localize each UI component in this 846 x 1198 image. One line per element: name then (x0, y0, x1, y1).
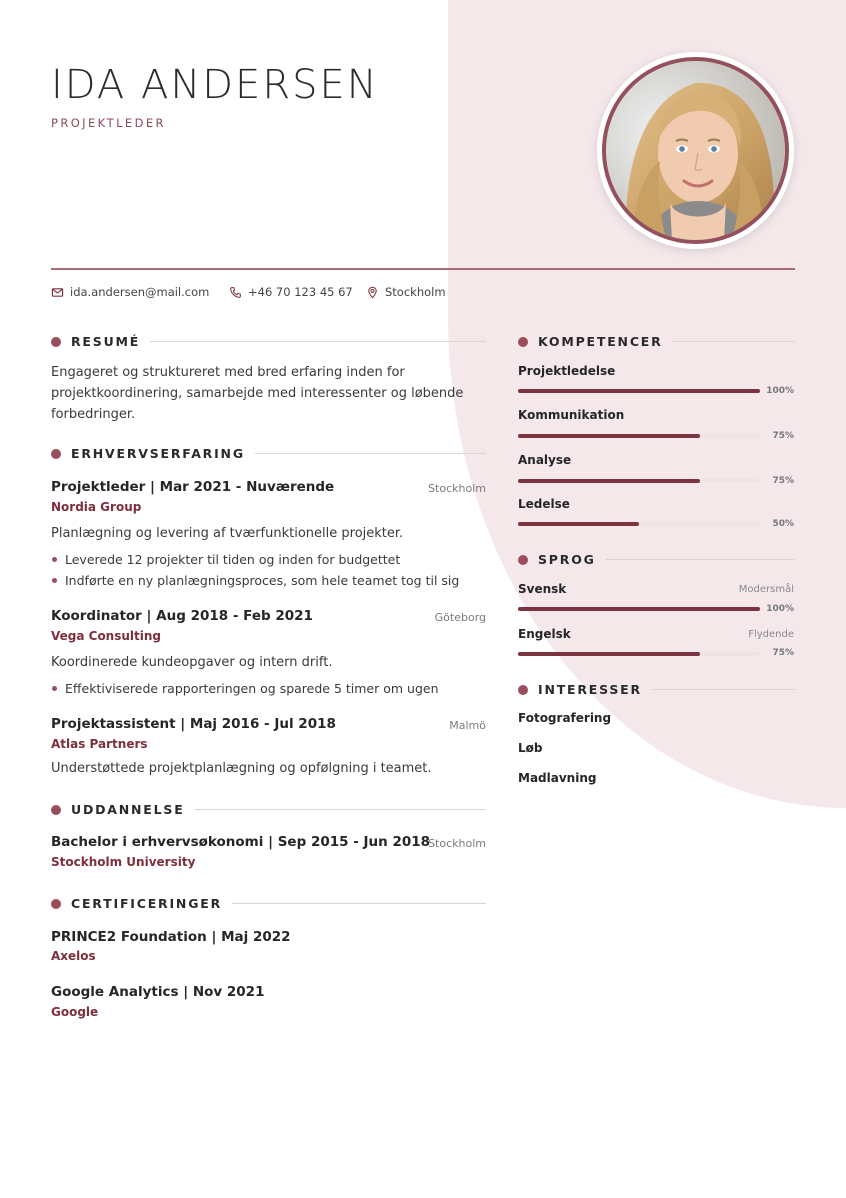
skill-2-name: Kommunikation (518, 408, 625, 422)
section-dot-icon (518, 555, 528, 565)
education-1-title: Bachelor i erhvervsøkonomi | Sep 2015 - Jun 2018 (51, 834, 431, 850)
certification-1-issuer: Axelos (51, 949, 96, 963)
skill-4-percent: 50% (772, 519, 794, 529)
section-header-languages (518, 552, 795, 567)
contact-phone-text: +46 70 123 45 67 (248, 285, 353, 299)
job-3-location: Malmö (449, 719, 486, 732)
section-dot-icon (518, 337, 528, 347)
language-1-name: Svensk (518, 582, 567, 596)
skill-1-name: Projektledelse (518, 364, 616, 378)
job-2-description: Koordinerede kundeopgaver og intern drift. (51, 655, 333, 670)
list-item: Effektiviserede rapporteringen og sparede 5 timer om ugen (51, 681, 439, 696)
candidate-name: IDA ANDERSEN (51, 62, 379, 108)
contact-email-text: ida.andersen@mail.com (70, 285, 210, 299)
skill-4-bar (518, 522, 760, 526)
portrait-image (606, 61, 785, 240)
skill-4-name: Ledelse (518, 497, 570, 511)
skill-3-percent: 75% (772, 476, 794, 486)
job-1-title: Projektleder | Mar 2021 - Nuværende (51, 479, 335, 495)
section-dot-icon (51, 449, 61, 459)
section-header-interests (518, 682, 795, 697)
section-label: KOMPETENCER (538, 334, 663, 349)
skill-1-bar (518, 389, 760, 393)
language-1-percent: 100% (766, 604, 794, 614)
section-label: CERTIFICERINGER (71, 896, 223, 911)
language-2-note: Flydende (748, 629, 794, 640)
education-1-school: Stockholm University (51, 855, 196, 869)
skill-2-percent: 75% (772, 431, 794, 441)
job-1-description: Planlægning og levering af tværfunktionelle projekter. (51, 526, 404, 541)
list-item: Indførte en ny planlægningsproces, som hele teamet tog til sig (51, 573, 459, 588)
section-label: INTERESSER (538, 682, 642, 697)
job-1-company: Nordia Group (51, 500, 142, 514)
language-2-percent: 75% (772, 648, 794, 658)
section-header-education (51, 802, 486, 817)
education-1-location: Stockholm (428, 837, 486, 850)
section-dot-icon (51, 337, 61, 347)
summary-text: Engageret og struktureret med bred erfaring inden for projektkoordinering, samarbejde med interessenter og løbende forbedringer. (51, 365, 464, 422)
skill-4-fill (518, 522, 639, 526)
skill-3-name: Analyse (518, 453, 572, 467)
list-item: Leverede 12 projekter til tiden og inden for budgettet (51, 552, 400, 567)
job-2-location: Göteborg (434, 611, 486, 624)
section-line (673, 341, 795, 342)
section-header-skills (518, 334, 795, 349)
language-2-fill (518, 652, 700, 656)
section-line (652, 689, 795, 690)
job-3-title: Projektassistent | Maj 2016 - Jul 2018 (51, 716, 336, 732)
section-label: RESUMÉ (71, 334, 141, 349)
language-1-fill (518, 607, 760, 611)
section-line (195, 809, 486, 810)
language-2-name: Engelsk (518, 627, 571, 641)
language-2-bar (518, 652, 760, 656)
profile-photo (602, 57, 789, 244)
skill-2-fill (518, 434, 700, 438)
skill-3-bar (518, 479, 760, 483)
job-2-company: Vega Consulting (51, 629, 162, 643)
language-1-note: Modersmål (738, 584, 794, 595)
job-3-description: Understøttede projektplanlægning og opfølgning i teamet. (51, 761, 432, 776)
certification-2-issuer: Google (51, 1005, 99, 1019)
phone-icon (229, 286, 242, 299)
bullet-icon (52, 686, 57, 691)
interest-item: Madlavning (518, 771, 597, 785)
contact-phone[interactable] (229, 285, 353, 299)
bullet-icon (52, 578, 57, 583)
section-line (232, 903, 486, 904)
interest-item: Løb (518, 741, 543, 755)
skill-3-fill (518, 479, 700, 483)
section-header-certifications (51, 896, 486, 911)
contact-email[interactable] (51, 285, 209, 299)
section-header-resume (51, 334, 486, 349)
bullet-icon (52, 557, 57, 562)
section-label: UDDANNELSE (71, 802, 185, 817)
job-1-location: Stockholm (428, 482, 486, 495)
section-header-experience (51, 446, 486, 461)
section-label: ERHVERVSERFARING (71, 446, 245, 461)
section-dot-icon (51, 805, 61, 815)
interest-item: Fotografering (518, 711, 612, 725)
language-1-bar (518, 607, 760, 611)
contact-location (366, 285, 446, 299)
skill-1-percent: 100% (766, 386, 794, 396)
section-line (606, 559, 795, 560)
section-label: SPROG (538, 552, 596, 567)
section-line (255, 453, 486, 454)
certification-2-title: Google Analytics | Nov 2021 (51, 984, 265, 1000)
location-pin-icon (366, 286, 379, 299)
contact-location-text: Stockholm (385, 285, 446, 299)
header-divider (51, 268, 795, 270)
section-dot-icon (51, 899, 61, 909)
section-dot-icon (518, 685, 528, 695)
job-title: PROJEKTLEDER (51, 116, 166, 130)
mail-icon (51, 286, 64, 299)
job-2-title: Koordinator | Aug 2018 - Feb 2021 (51, 608, 313, 624)
certification-1-title: PRINCE2 Foundation | Maj 2022 (51, 929, 291, 945)
skill-2-bar (518, 434, 760, 438)
skill-1-fill (518, 389, 760, 393)
section-line (150, 341, 486, 342)
job-3-company: Atlas Partners (51, 737, 148, 751)
